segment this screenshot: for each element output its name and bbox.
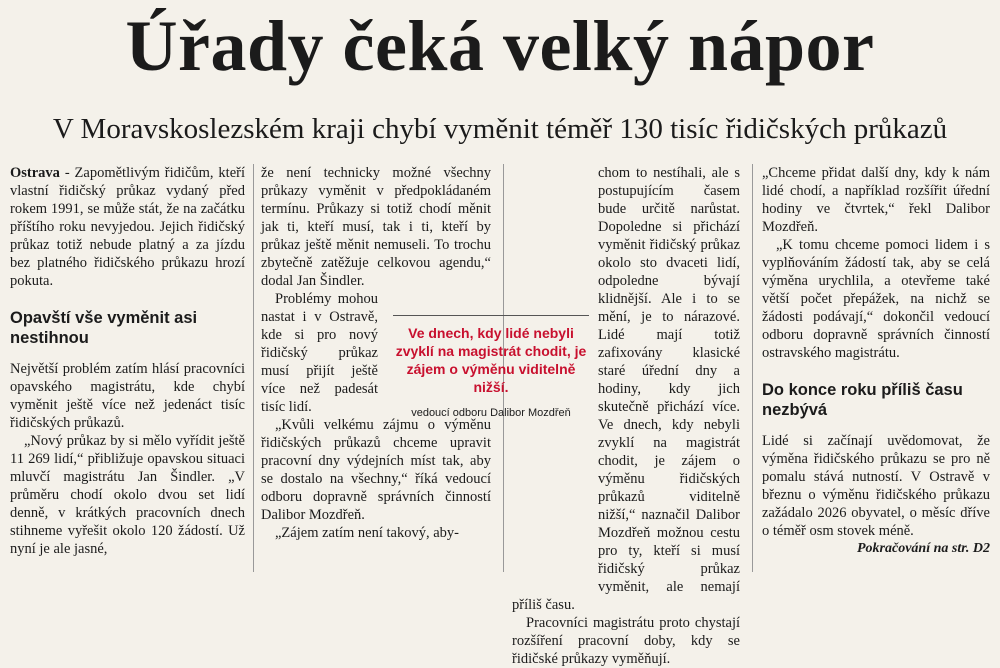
paragraph: „Nový průkaz by si mělo vyřídit ještě 11 269 lidí,“ přibližuje opavskou situaci mluvčí magistrátu Jan Šindler. „V průměru chodí okolo dvou set lidí denně, v krátkých pracovních dnech stihneme vyřešit okolo 120 žádostí. Už nyní je ale jasné, xyxy=(10,433,245,557)
paragraph: „Kvůli velkému zájmu o výměnu řidičských průkazů chceme upravit pracovní dny výdejních míst tak, aby se dostalo na všechny,“ říká vedoucí odboru dopravně správních činností Dalibor Mozdřeň. xyxy=(261,417,491,523)
section-heading: Do konce roku příliš času nezbývá xyxy=(762,381,963,419)
pull-quote-attribution: vedoucí odboru Dalibor Mozdřeň xyxy=(411,407,571,419)
lead-text: - Zapomětlivým řidičům, kteří vlastní řidičský průkaz vydaný před rokem 1991, se může stát, že na začátku příštího roku nevyjedou. Jejich řidičský průkaz totiž nebude platný a za jízdu bez platného řidičského průkazu hrozí pokuta. xyxy=(10,165,245,289)
pull-quote xyxy=(393,315,589,420)
article-column-1 xyxy=(10,164,245,558)
paragraph: Největší problém zatím hlásí pracovníci opavského magistrátu, kde chybí vyměnit ještě více než jedenáct tisíc řidičských průkazů. xyxy=(10,361,245,431)
column-divider xyxy=(752,164,753,572)
pull-quote-text: Ve dnech, kdy lidé nebyli zvyklí na magistrát chodit, je zájem o výměnu viditelně nižší. xyxy=(395,325,587,395)
paragraph: Pracovníci magistrátu proto chystají rozšíření pracovní doby, kdy se řidičské průkazy vyměňují. xyxy=(512,615,740,667)
column-divider xyxy=(253,164,254,572)
dateline: Ostrava xyxy=(10,165,60,181)
paragraph: „Chceme přidat další dny, kdy k nám lidé chodí, a například rozšířit úřední hodiny ve čtvrtek,“ řekl Dalibor Mozdřeň. xyxy=(762,165,990,235)
paragraph: Problémy mohou nastat i v Ostravě, kde si pro nový řidičský průkaz musí přijít ještě více než padesát tisíc lidí. xyxy=(261,291,378,415)
article-column-4 xyxy=(762,164,990,558)
headline: Úřady čeká velký nápor xyxy=(125,6,875,86)
subheadline: V Moravskoslezském kraji chybí vyměnit téměř 130 tisíc řidičských průkazů xyxy=(52,113,948,145)
paragraph: „K tomu chceme pomoci lidem i s vyplňováním žádostí tak, aby se celá výměna urychlila, a otevřeme také větší počet přepážek, na nichž se žádosti podávají,“ dokončil vedoucí odboru dopravně správních činností ostravského magistrátu. xyxy=(762,237,990,361)
paragraph: chom to nestíhali, ale s postupujícím časem bude určitě narůstat. Dopoledne si přichází vyměnit řidičský průkaz okolo sto dvaceti lidí, odpoledne bývají klidnější. Ale i to se mění, je to nárazové. Lidé mají totiž zafixovány klasické staré úřední dny a hodiny, kdy jich skutečně přichází více. Ve dnech, kdy nebyli zvyklí na magistrát chodit, je zájem o výměnu řidičských průkazů viditelně nižší,“ naznačil Dalibor Mozdřeň možnou cestu pro ty, kteří si musí řidičský průkaz vyměnit, ale nemají příliš času. xyxy=(512,165,740,613)
paragraph: že není technicky možné všechny průkazy vyměnit v předpokládaném termínu. Průkazy si totiž chodí měnit jak ti, kteří musí, tak i ti, kteří by průkaz ještě měnit nemuseli. To trochu zbytečně zatěžuje celkovou agendu,“ dodal Jan Šindler. xyxy=(261,165,491,289)
paragraph: „Zájem zatím není takový, aby- xyxy=(275,525,459,541)
continuation-note: Pokračování na str. D2 xyxy=(856,541,990,556)
lead-paragraph xyxy=(10,164,245,290)
paragraph: Lidé si začínají uvědomovat, že výměna řidičského průkazu se pro ně pomalu stává nutností. V Ostravě v březnu o výměnu řidičského průkazu zažádalo 2026 obyvatel, o měsíc dříve o téměř osm stovek méně. xyxy=(762,433,990,539)
section-heading: Opavští vše vyměnit asi nestihnou xyxy=(10,309,198,347)
